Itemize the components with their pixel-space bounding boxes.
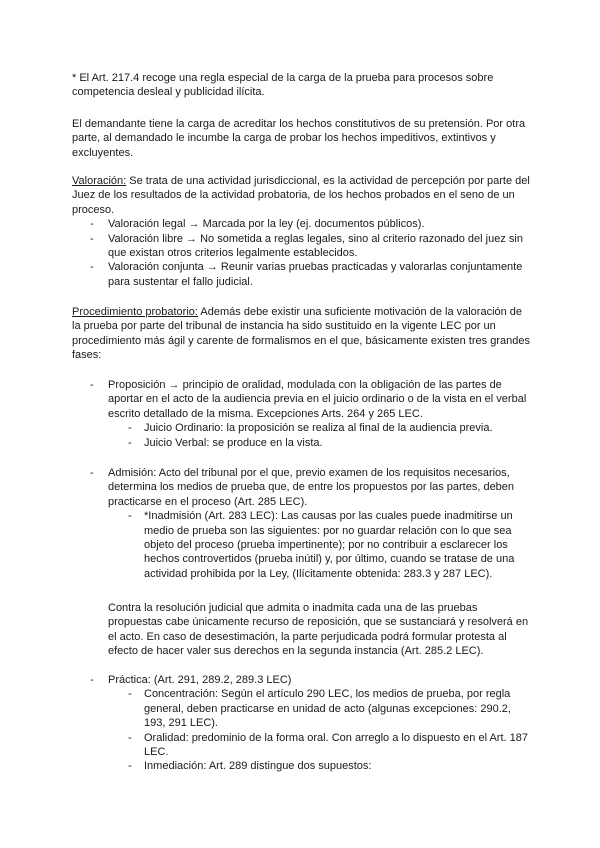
proposicion-section xyxy=(72,378,532,450)
list-item: - Valoración conjunta → Reunir varias pruebas practicadas y valorarlas conjuntamente para sustentar el fallo judicial. xyxy=(90,261,523,288)
procedimiento-heading: Procedimiento probatorio: xyxy=(72,306,198,318)
list-item: - Proposición → principio de oralidad, modulada con la obligación de las partes de aportar en el acto de la audiencia previa en el juicio ordinario o de la vista en el verbal escrito detallado de la misma. Excepciones Arts. 264 y 265 LEC. xyxy=(90,379,527,420)
procedimiento-text: Además debe existir una suficiente motivación de la valoración de la prueba por parte del tribunal de instancia ha sido sustituido en la vigente LEC por un procedimiento más ágil y carente de formalismos en el que, básicamente existen tres grandes fases: xyxy=(72,306,530,362)
note-paragraph: * El Art. 217.4 recoge una regla especial de la carga de la prueba para procesos sobre competencia desleal y publicidad ilícita. xyxy=(72,72,494,99)
bullet-dash: - xyxy=(90,467,94,479)
list-item: - Juicio Ordinario: la proposición se realiza al final de la audiencia previa. xyxy=(128,422,493,435)
bullet-dash: - xyxy=(90,261,94,274)
list-item: - Admisión: Acto del tribunal por el que, previo examen de los requisitos necesarios, determina los medios de prueba que, de entre los propuestos por las partes, deben practicarse en el proceso (Art. 285 LEC). xyxy=(90,467,515,508)
practica-section xyxy=(72,673,532,774)
list-item: - Práctica: (Art. 291, 289.2, 289.3 LEC) xyxy=(90,674,292,686)
recurso-paragraph: Contra la resolución judicial que admita o inadmita cada una de las pruebas propuestas cabe únicamente recurso de reposición, que se sustanciará y resolverá en el acto. En caso de desestimación, la parte perjudicada podrá formular protesta al efecto de hacer valer sus derechos en la segunda instancia (Art. 285.2 LEC). xyxy=(108,602,529,658)
bullet-dash: - xyxy=(128,731,132,744)
valoracion-heading: Valoración: xyxy=(72,175,127,187)
procedimiento-paragraph xyxy=(72,305,532,363)
bullet-dash: - xyxy=(128,422,132,435)
valoracion-text: Se trata de una actividad jurisdiccional, es la actividad de percepción por parte del Juez de los resultados de la actividad probatoria, de los hechos probados en el seno de un proceso. xyxy=(72,175,530,216)
bullet-dash: - xyxy=(90,379,94,391)
valoracion-paragraph xyxy=(72,174,532,217)
list-item: - Inmediación: Art. 289 distingue dos supuestos: xyxy=(128,760,372,773)
list-item: - Concentración: Según el artículo 290 LEC, los medios de prueba, por regla general, deben practicarse en unidad de acto (algunas excepciones: 290.2, 193, 291 LEC). xyxy=(128,688,511,730)
admision-section xyxy=(72,466,532,581)
bullet-dash: - xyxy=(90,674,94,686)
bullet-dash: - xyxy=(128,688,132,701)
bullet-dash: - xyxy=(90,232,94,245)
bullet-dash: - xyxy=(128,510,132,523)
list-item: - *Inadmisión (Art. 283 LEC): Las causas por las cuales puede inadmitirse un medio de prueba son las siguientes: por no guardar relación con lo que sea objeto del proceso (prueba impertinente); por no contribuir a esclarecer los hechos controvertidos (prueba inútil) y, por último, cuando se tratase de una actividad prohibida por la Ley, (Ilícitamente obtenida: 283.3 y 287 LEC). xyxy=(128,510,515,580)
bullet-dash: - xyxy=(90,218,94,231)
valoracion-section xyxy=(72,174,532,289)
burden-paragraph: El demandante tiene la carga de acreditar los hechos constitutivos de su pretensión. Por otra parte, al demandado le incumbe la carga de probar los hechos impeditivos, extintivos y excluyentes. xyxy=(72,118,526,159)
list-item: - Oralidad: predominio de la forma oral. Con arreglo a lo dispuesto en el Art. 187 LEC. xyxy=(128,731,528,759)
list-item: - Juicio Verbal: se produce en la vista. xyxy=(128,436,323,449)
list-item: - Valoración libre → No sometida a reglas legales, sino al criterio razonado del juez sin que existan otros criterios legalmente establecidos. xyxy=(90,232,523,260)
list-item: - Valoración legal → Marcada por la ley (ej. documentos públicos). xyxy=(90,218,425,231)
bullet-dash: - xyxy=(128,436,132,449)
bullet-dash: - xyxy=(128,760,132,773)
